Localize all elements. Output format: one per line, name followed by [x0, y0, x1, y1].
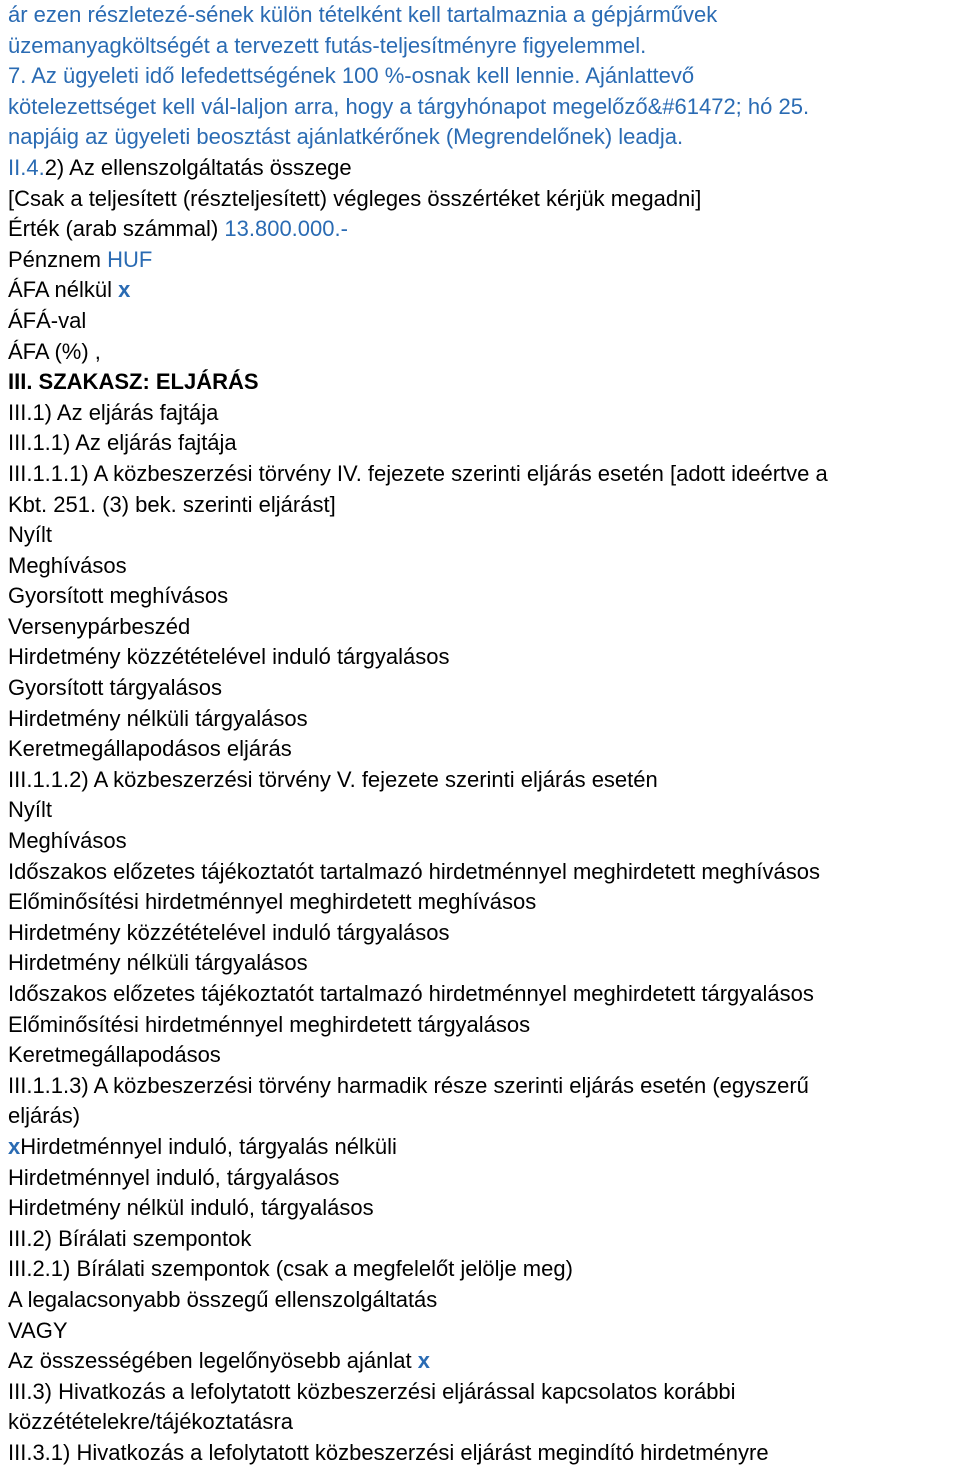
procedure-option: Hirdetmény közzétételével induló tárgyalásos [8, 644, 450, 670]
criteria-option-selected [8, 1346, 960, 1377]
vat-excluded-row [8, 275, 960, 306]
procedure-option: Gyorsított meghívásos [8, 583, 229, 609]
procedure-option: Időszakos előzetes tájékoztatót tartalmazó hirdetménnyel meghirdetett tárgyalásos [8, 981, 814, 1006]
section-number: II.4. [8, 154, 45, 180]
text-line: III.1.1.2) A közbeszerzési törvény V. fejezete szerinti eljárás esetén [8, 766, 658, 792]
selected-mark: x [417, 1348, 430, 1374]
option-label: Hirdetménnyel induló, tárgyalás nélküli [20, 1133, 397, 1159]
procedure-option: Hirdetmény nélküli tárgyalásos [8, 950, 308, 976]
text-line: 7. Az ügyeleti idő lefedettségének 100 %-osnak kell lennie. Ajánlattevő [8, 63, 695, 89]
procedure-option: Előminősítési hirdetménnyel meghirdetett meghívásos [8, 889, 537, 915]
procedure-option-selected [8, 1132, 960, 1163]
currency-row [8, 245, 960, 276]
criteria-option: A legalacsonyabb összegű ellenszolgáltatás [8, 1286, 438, 1312]
text-line: ár ezen részletezé-sének külön tételként kell tartalmaznia a gépjárművek [8, 2, 718, 27]
selected-mark: x [8, 1133, 21, 1159]
currency-value: HUF [107, 246, 153, 272]
procedure-option: Gyorsított tárgyalásos [8, 675, 222, 701]
procedure-option: Nyílt [8, 522, 52, 548]
value-label: Érték (arab számmal) [8, 216, 225, 242]
vat-excluded-label: ÁFA nélkül [8, 277, 119, 303]
vat-included-row: ÁFÁ-val [8, 307, 87, 333]
criteria-or: VAGY [8, 1317, 68, 1343]
text-line: III.2.1) Bírálati szempontok (csak a megfelelőt jelölje meg) [8, 1256, 573, 1282]
procedure-option: Hirdetmény közzétételével induló tárgyalásos [8, 919, 450, 945]
vat-excluded-mark: x [118, 277, 131, 303]
procedure-option: Hirdetménnyel induló, tárgyalásos [8, 1164, 340, 1190]
procedure-option: Időszakos előzetes tájékoztatót tartalmazó hirdetménnyel meghirdetett meghívásos [8, 858, 820, 884]
text-line: üzemanyagköltségét a tervezett futás-teljesítményre figyelemmel. [8, 32, 647, 58]
text-line: III.1.1.3) A közbeszerzési törvény harmadik része szerinti eljárás esetén (egyszerű [8, 1072, 809, 1098]
procedure-option: Nyílt [8, 797, 52, 823]
text-line: Kbt. 251. (3) bek. szerinti eljárást] [8, 491, 336, 517]
procedure-option: Keretmegállapodásos eljárás [8, 736, 292, 762]
section-title: 2) Az ellenszolgáltatás összege [44, 154, 352, 180]
instruction-text: [Csak a teljesített (részteljesített) végleges összértéket kérjük megadni] [8, 185, 702, 211]
procedure-option: Versenypárbeszéd [8, 613, 191, 639]
procedure-option: Hirdetmény nélkül induló, tárgyalásos [8, 1195, 374, 1221]
text-line: eljárás) [8, 1103, 81, 1129]
procedure-option: Meghívásos [8, 552, 127, 578]
text-line: III.1) Az eljárás fajtája [8, 399, 219, 425]
text-line: III.1.1) Az eljárás fajtája [8, 430, 237, 456]
section-heading-iii: III. SZAKASZ: ELJÁRÁS [8, 369, 259, 395]
text-line: kötelezettséget kell vál-laljon arra, hogy a tárgyhónapot megelőző&#61472; hó 25. [8, 93, 810, 119]
text-line: III.3.1) Hivatkozás a lefolytatott közbeszerzési eljárást megindító hirdetményre [8, 1439, 769, 1465]
value-row [8, 214, 960, 245]
vat-percent-row: ÁFA (%) , [8, 338, 101, 364]
section-heading-ii-4-2 [8, 153, 960, 184]
text-line: III.2) Bírálati szempontok [8, 1225, 252, 1251]
procedure-option: Hirdetmény nélküli tárgyalásos [8, 705, 308, 731]
text-line: III.1.1.1) A közbeszerzési törvény IV. fejezete szerinti eljárás esetén [adott ideértve a [8, 460, 828, 486]
text-line: III.3) Hivatkozás a lefolytatott közbeszerzési eljárással kapcsolatos korábbi [8, 1378, 736, 1404]
procedure-option: Keretmegállapodásos [8, 1042, 221, 1068]
text-line: közzétételekre/tájékoztatásra [8, 1409, 293, 1435]
procedure-option: Előminősítési hirdetménnyel meghirdetett tárgyalásos [8, 1011, 531, 1037]
text-line: napjáig az ügyeleti beosztást ajánlatkérőnek (Megrendelőnek) leadja. [8, 124, 684, 150]
procedure-option: Meghívásos [8, 828, 127, 854]
option-label: Az összességében legelőnyösebb ajánlat [8, 1348, 418, 1374]
value-amount: 13.800.000.- [224, 216, 348, 242]
currency-label: Pénznem [8, 246, 108, 272]
